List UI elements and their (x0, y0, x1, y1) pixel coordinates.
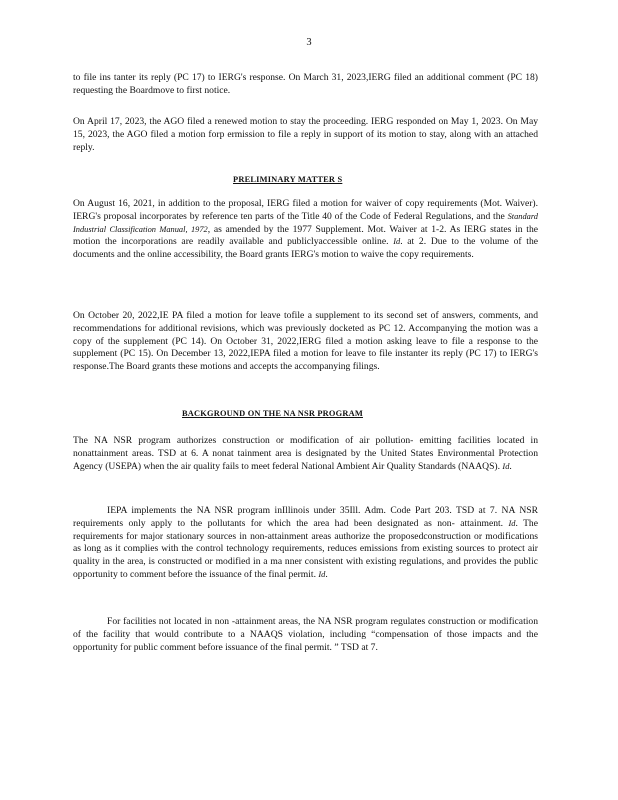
page-number: 3 (306, 37, 312, 48)
paragraph-na-nsr-overview (73, 435, 538, 473)
paragraph-non-attainment-facilities (73, 616, 538, 654)
paragraph-filing-history-continued (73, 72, 538, 98)
paragraph-text: On October 20, 2022,IE PA filed a motion for leave tofile a supplement to its second set of answers, comments, and recommendations for additional revisions, which was previously docketed as PC 12. Accompanying the motion was a copy of the supplement (PC 14). On October 31, 2022,IERG filed a motion asking leave to file a response to the supplement (PC 15). On December 13, 2022,IEPA filed a motion for leave to file instanter its reply (PC 17) to IERG's response.The Board grants these motions and accepts the accompanying filings. (73, 310, 538, 373)
paragraph-text: , as amended by the 1977 Supplement. Mot. Waiver at 1-2. As IERG states in the motion the incorporations are readily available and publiclyaccessible online. (73, 223, 538, 248)
paragraph-iepa-supplement-motions (73, 310, 538, 374)
paragraph-text: . The requirements for major stationary sources in non-attainment areas authorize the proposedconstruction or modifications as long as it complies with the control technology requirements, reduces emissions from existing sources to protect air quality in the area, is constructed or modified in a ma nner consistent with existing regulations, and provides the public opportunity to comment before the issuance of the final permit. (73, 517, 538, 580)
id-citation: Id (318, 569, 326, 579)
paragraph-text: The NA NSR program authorizes construction or modification of air pollution- emitting facilities located in nonattainment areas. TSD at 6. A nonat tainment area is designated by the United States Environmental Protection Agency (USEPA) when the air quality fails to meet federal National Ambient Air Quality Standards (NAAQS). (73, 435, 538, 472)
paragraph-text: . (509, 460, 512, 472)
paragraph-text: to file ins tanter its reply (PC 17) to IERG's response. On March 31, 2023,IERG filed an additional comment (PC 18) requesting the Boardmove to first notice. (73, 72, 538, 96)
paragraph-text: . (325, 568, 328, 580)
id-citation: Id (502, 461, 510, 471)
paragraph-waiver-of-copy-requirements (73, 198, 538, 262)
id-citation: Id (508, 518, 516, 528)
manual-title-italic: Standard Industrial Classification Manual, 1972 (73, 211, 538, 234)
paragraph-text: On August 16, 2021, in addition to the proposal, IERG filed a motion for waiver of copy requirements (Mot. Waiver). IERG's proposal incorporates by reference ten parts of the Title 40 of the Code of Federal Regulations, and the (73, 198, 538, 222)
id-citation: Id (393, 237, 401, 247)
paragraph-text: . at 2. Due to the volume of the documents and the online accessibility, the Board grants IERG's motion to waive the copy requirements. (73, 236, 538, 261)
paragraph-text: On April 17, 2023, the AGO filed a renewed motion to stay the proceeding. IERG responded on May 1, 2023. On May 15, 2023, the AGO filed a motion forp ermission to file a reply in support of its motion to stay, along with an attached reply. (73, 116, 538, 153)
heading-background-na-nsr: BACKGROUND ON THE NA NSR PROGRAM (182, 409, 363, 418)
paragraph-ago-motion-stay (73, 116, 538, 154)
paragraph-text: For facilities not located in non -attainment areas, the NA NSR program regulates construction or modification of the facility that would contribute to a NAAQS violation, including “compensation of those impacts and the opportunity for public comment before issuance of the final permit. ” TSD at 7. (73, 616, 538, 653)
heading-preliminary-matters: PRELIMINARY MATTER S (233, 175, 343, 184)
paragraph-text: IEPA implements the NA NSR program inIllinois under 35Ill. Adm. Code Part 203. TSD at 7. NA NSR requirements only apply to the pollutants for which the area had been designated as non- attainment. (73, 505, 538, 529)
paragraph-iepa-implements (73, 505, 538, 582)
